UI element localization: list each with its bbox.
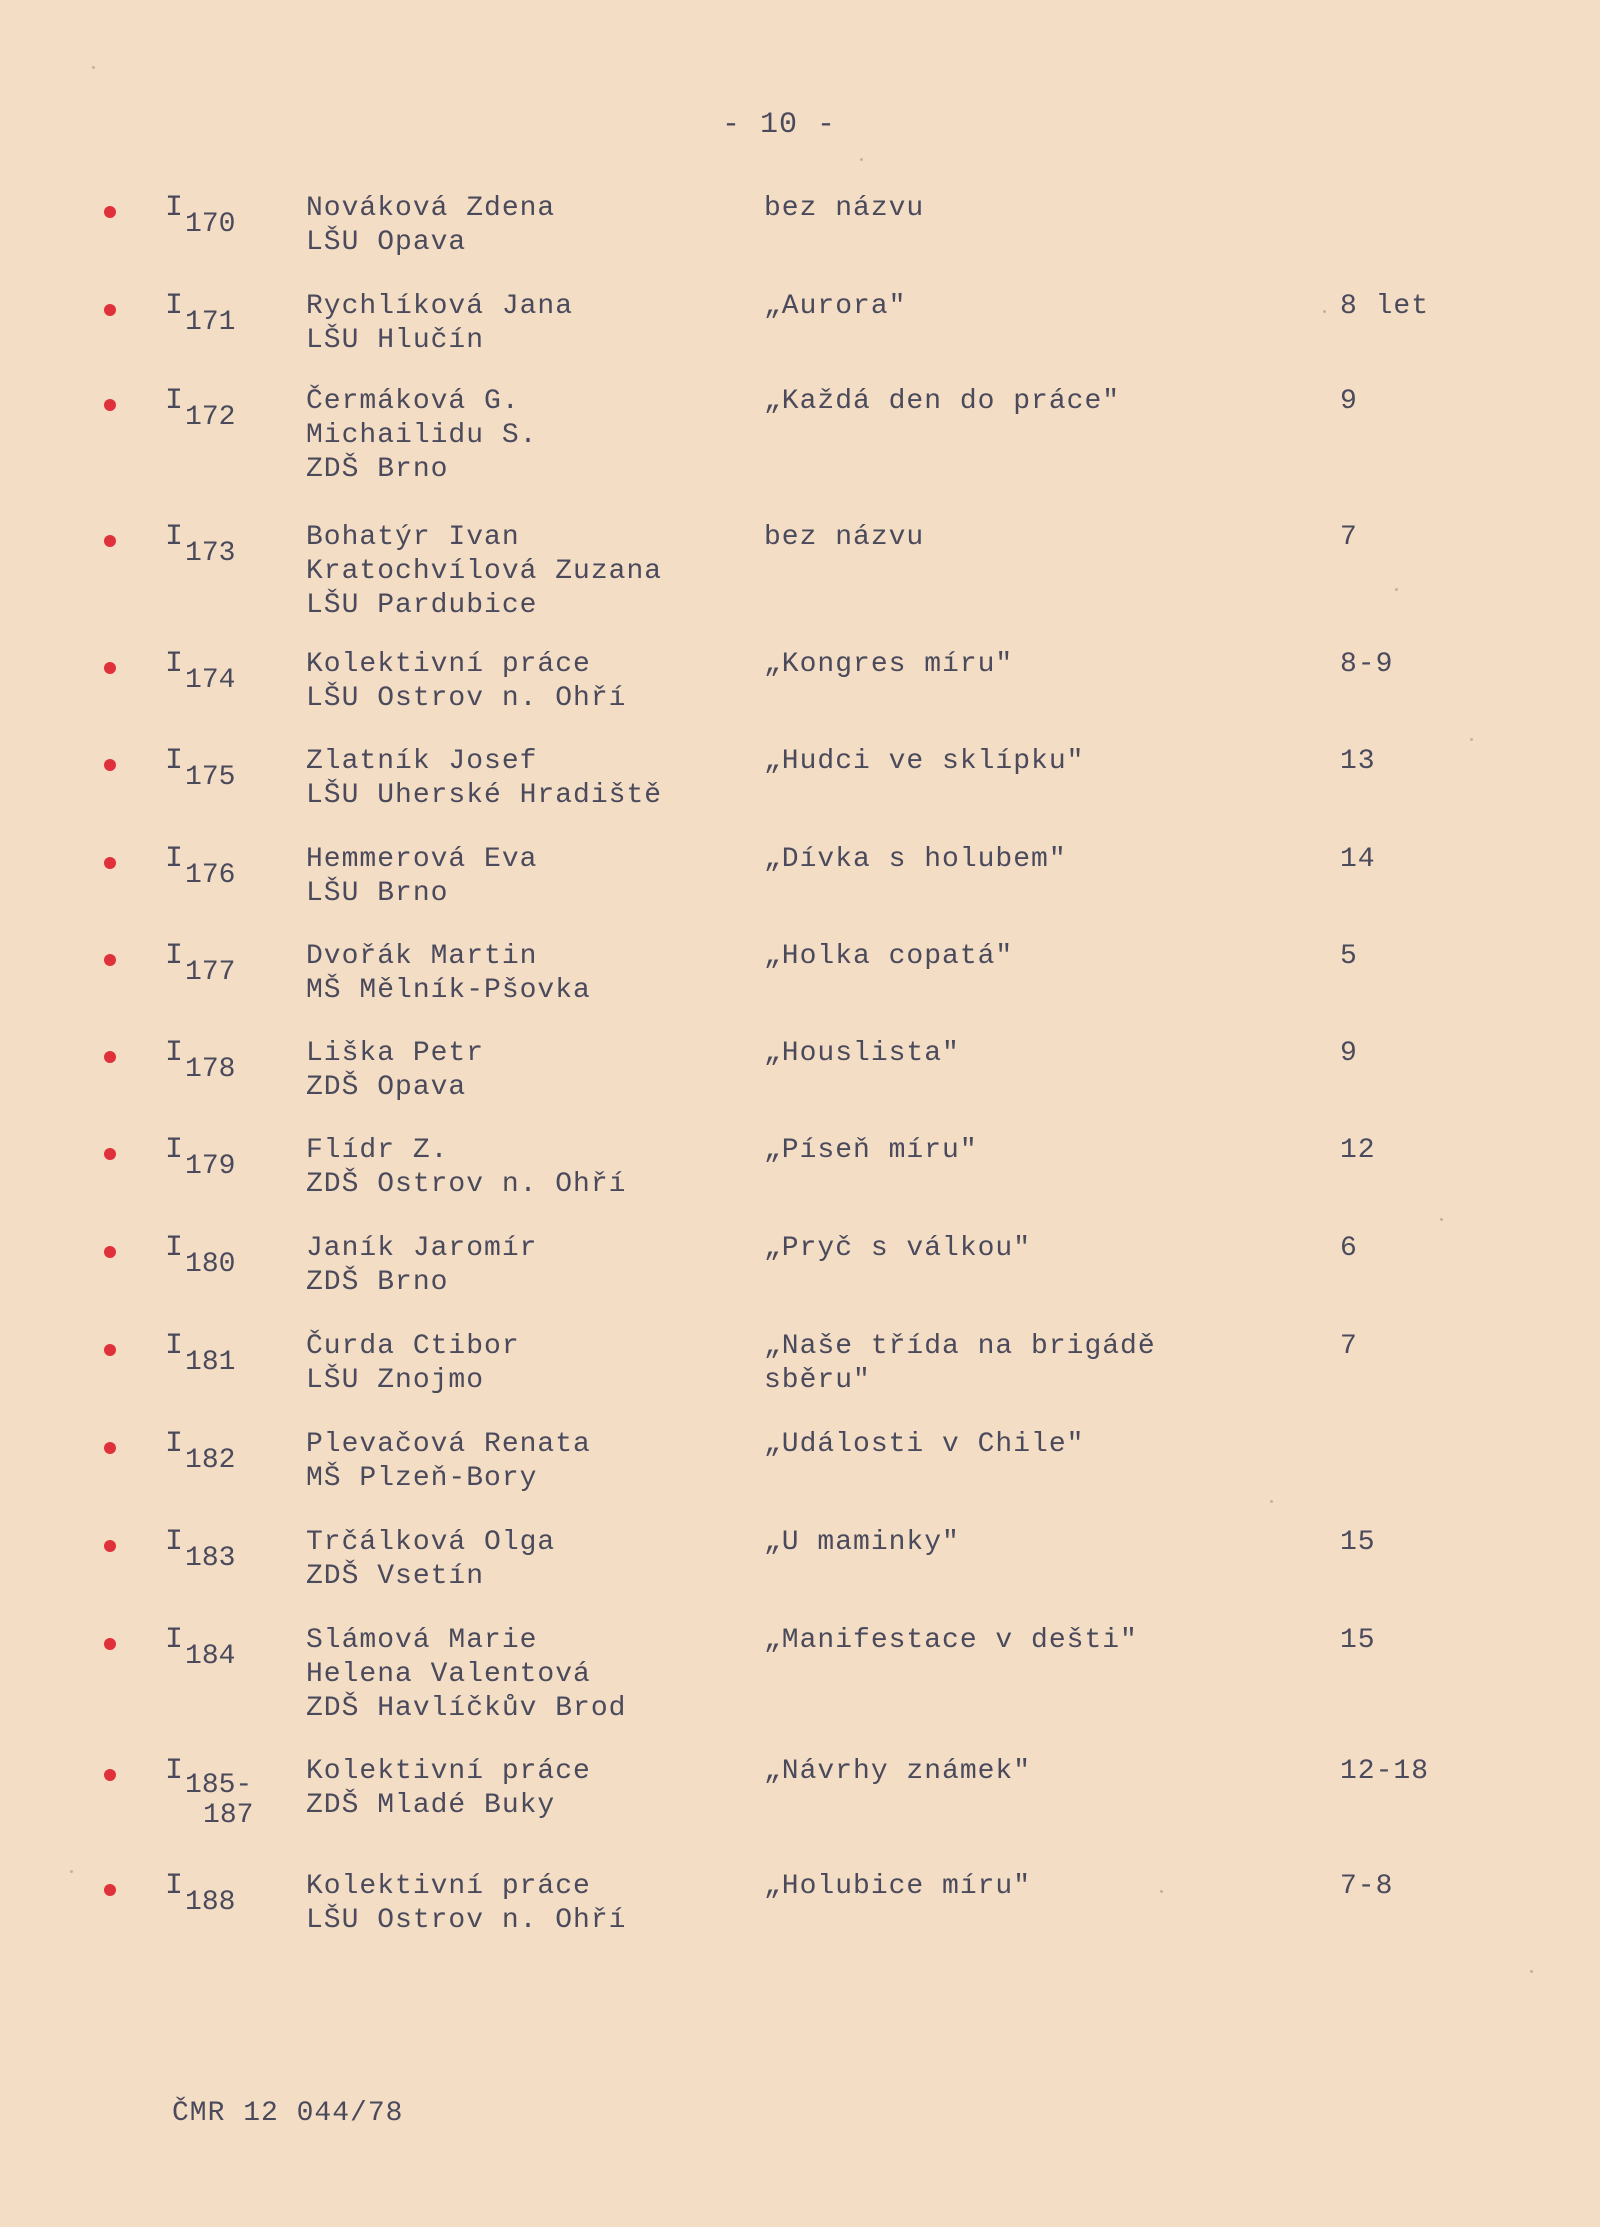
entry-title: bez názvu	[764, 522, 925, 553]
red-marker-dot	[104, 535, 116, 547]
entry-code-letter: I	[165, 1525, 184, 1559]
red-marker-dot	[104, 399, 116, 411]
entry-code-letter: I	[165, 289, 184, 323]
entry-title: „Události v Chile"	[764, 1429, 1085, 1460]
entry-code-number: 178	[185, 1054, 236, 1085]
author-line: Čermáková G.	[306, 386, 520, 417]
author-line: ZDŠ Ostrov n. Ohří	[306, 1169, 627, 1200]
paper-speck	[1530, 1970, 1533, 1973]
paper-speck	[1440, 1218, 1443, 1221]
entry-title: „Naše třída na brigádě sběru"	[764, 1331, 1156, 1396]
entry-age: 14	[1340, 844, 1376, 875]
entry-title: „U maminky"	[764, 1527, 960, 1558]
paper-speck	[1395, 588, 1398, 591]
entry-age: 15	[1340, 1625, 1376, 1656]
entry-code-letter: I	[165, 1329, 184, 1363]
entry-code-letter: I	[165, 1036, 184, 1070]
author-line: Liška Petr	[306, 1038, 485, 1069]
author-line: MŠ Plzeň-Bory	[306, 1463, 538, 1494]
entry-code-number: 183	[185, 1543, 236, 1574]
entry-code	[165, 289, 236, 338]
entry-code-number: 173	[185, 538, 236, 569]
entry-code-letter: I	[165, 1869, 184, 1903]
author-line: Kolektivní práce	[306, 1756, 591, 1787]
entry-code-letter: I	[165, 1754, 184, 1788]
author-line: Čurda Ctibor	[306, 1331, 520, 1362]
paper-speck	[1470, 738, 1473, 741]
entry-code-number: 188	[185, 1887, 236, 1918]
author-line: ZDŠ Opava	[306, 1072, 467, 1103]
entry-code-number: 179	[185, 1151, 236, 1182]
paper-speck	[1323, 310, 1326, 313]
author-line: LŠU Opava	[306, 227, 467, 258]
entry-title: „Návrhy známek"	[764, 1756, 1032, 1787]
entry-title: „Aurora"	[764, 291, 907, 322]
author-line: Nováková Zdena	[306, 193, 556, 224]
entry-title: „Kongres míru"	[764, 649, 1014, 680]
entry-code	[165, 1525, 236, 1574]
author-line: Rychlíková Jana	[306, 291, 574, 322]
red-marker-dot	[104, 1148, 116, 1160]
author-line: ZDŠ Mladé Buky	[306, 1790, 556, 1821]
red-marker-dot	[104, 1769, 116, 1781]
entry-code-number: 182	[185, 1445, 236, 1476]
entry-age: 7	[1340, 1331, 1358, 1362]
entry-code-letter: I	[165, 1623, 184, 1657]
entry-code	[165, 1869, 236, 1918]
entry-code	[165, 520, 236, 569]
author-line: LŠU Uherské Hradiště	[306, 780, 663, 811]
entry-code	[165, 842, 236, 891]
entry-code-letter: I	[165, 939, 184, 973]
entry-code-letter: I	[165, 744, 184, 778]
entry-code-number: 177	[185, 957, 236, 988]
entry-age: 7	[1340, 522, 1358, 553]
author-line: LŠU Brno	[306, 878, 449, 909]
entry-age: 9	[1340, 386, 1358, 417]
entry-code	[165, 744, 236, 793]
author-line: Trčálková Olga	[306, 1527, 556, 1558]
entry-code	[165, 1329, 236, 1378]
red-marker-dot	[104, 206, 116, 218]
red-marker-dot	[104, 1246, 116, 1258]
paper-speck	[70, 1870, 73, 1873]
entry-code-letter: I	[165, 384, 184, 418]
entry-code-number: 185- 187	[185, 1770, 254, 1831]
author-line: Slámová Marie	[306, 1625, 538, 1656]
author-line: ZDŠ Brno	[306, 1267, 449, 1298]
entry-author	[306, 385, 537, 487]
footer-catalog-number: ČMR 12 044/78	[172, 2098, 404, 2129]
entry-author	[306, 1134, 626, 1202]
paper-speck	[1270, 1500, 1273, 1503]
entry-age: 5	[1340, 941, 1358, 972]
entry-author	[306, 1755, 591, 1823]
entry-code-number: 174	[185, 665, 236, 696]
entry-code	[165, 1427, 236, 1476]
red-marker-dot	[104, 1540, 116, 1552]
entry-code	[165, 1133, 236, 1182]
entry-code-number: 184	[185, 1641, 236, 1672]
entry-code	[165, 191, 236, 240]
entry-title: „Holubice míru"	[764, 1871, 1032, 1902]
entry-code	[165, 1623, 236, 1672]
author-line: Hemmerová Eva	[306, 844, 538, 875]
author-line: Kolektivní práce	[306, 1871, 591, 1902]
entry-code-number: 170	[185, 209, 236, 240]
entry-author	[306, 192, 555, 260]
red-marker-dot	[104, 1442, 116, 1454]
author-line: MŠ Mělník-Pšovka	[306, 975, 591, 1006]
entry-code-number: 181	[185, 1347, 236, 1378]
entry-code	[165, 1754, 254, 1831]
entry-age: 12	[1340, 1135, 1376, 1166]
entry-author	[306, 1232, 537, 1300]
entry-title: „Manifestace v dešti"	[764, 1625, 1138, 1656]
entry-code	[165, 1231, 236, 1280]
entry-title: „Hudci ve sklípku"	[764, 746, 1085, 777]
entry-title: „Píseň míru"	[764, 1135, 978, 1166]
page-number: - 10 -	[722, 108, 837, 142]
entry-age: 8-9	[1340, 649, 1394, 680]
entry-author	[306, 1428, 591, 1496]
entry-age: 6	[1340, 1233, 1358, 1264]
red-marker-dot	[104, 1638, 116, 1650]
entry-code-number: 176	[185, 860, 236, 891]
entry-code-letter: I	[165, 191, 184, 225]
entry-code-letter: I	[165, 647, 184, 681]
entry-author	[306, 843, 537, 911]
author-line: Kratochvílová Zuzana	[306, 556, 663, 587]
entry-age: 15	[1340, 1527, 1376, 1558]
entry-title: „Dívka s holubem"	[764, 844, 1067, 875]
author-line: ZDŠ Vsetín	[306, 1561, 485, 1592]
entry-code	[165, 647, 236, 696]
entry-code-number: 180	[185, 1249, 236, 1280]
entry-author	[306, 745, 662, 813]
red-marker-dot	[104, 1884, 116, 1896]
author-line: Flídr Z.	[306, 1135, 449, 1166]
author-line: LŠU Znojmo	[306, 1365, 485, 1396]
author-line: ZDŠ Brno	[306, 454, 449, 485]
entry-code-letter: I	[165, 842, 184, 876]
author-line: Bohatýr Ivan	[306, 522, 520, 553]
author-line: Zlatník Josef	[306, 746, 538, 777]
entry-code	[165, 1036, 236, 1085]
entry-code	[165, 939, 236, 988]
entry-author	[306, 1330, 520, 1398]
entry-author	[306, 1870, 626, 1938]
entry-code-number: 172	[185, 402, 236, 433]
author-line: Dvořák Martin	[306, 941, 538, 972]
entry-code-letter: I	[165, 520, 184, 554]
entry-age: 8 let	[1340, 291, 1430, 322]
entry-code-number: 175	[185, 762, 236, 793]
entry-code-number: 171	[185, 307, 236, 338]
entry-author	[306, 1526, 555, 1594]
entry-title: „Každá den do práce"	[764, 386, 1121, 417]
red-marker-dot	[104, 1051, 116, 1063]
author-line: LŠU Pardubice	[306, 590, 538, 621]
entry-author	[306, 290, 573, 358]
red-marker-dot	[104, 954, 116, 966]
entry-code	[165, 384, 236, 433]
entry-title: „Pryč s válkou"	[764, 1233, 1032, 1264]
entry-code-letter: I	[165, 1231, 184, 1265]
author-line: LŠU Ostrov n. Ohří	[306, 683, 627, 714]
red-marker-dot	[104, 662, 116, 674]
entry-author	[306, 1624, 626, 1726]
entry-author	[306, 1037, 484, 1105]
entry-title: „Houslista"	[764, 1038, 960, 1069]
red-marker-dot	[104, 857, 116, 869]
author-line: Janík Jaromír	[306, 1233, 538, 1264]
author-line: ZDŠ Havlíčkův Brod	[306, 1693, 627, 1724]
entry-age: 7-8	[1340, 1871, 1394, 1902]
author-line: Michailidu S.	[306, 420, 538, 451]
entry-age: 13	[1340, 746, 1376, 777]
entry-code-letter: I	[165, 1427, 184, 1461]
red-marker-dot	[104, 304, 116, 316]
author-line: Helena Valentová	[306, 1659, 591, 1690]
author-line: LŠU Ostrov n. Ohří	[306, 1905, 627, 1936]
entry-author	[306, 648, 626, 716]
entry-title: „Holka copatá"	[764, 941, 1014, 972]
entry-author	[306, 940, 591, 1008]
entry-author	[306, 521, 662, 623]
author-line: LŠU Hlučín	[306, 325, 485, 356]
entry-title: bez názvu	[764, 193, 925, 224]
entry-code-letter: I	[165, 1133, 184, 1167]
red-marker-dot	[104, 1344, 116, 1356]
author-line: Kolektivní práce	[306, 649, 591, 680]
red-marker-dot	[104, 759, 116, 771]
paper-speck	[860, 158, 863, 161]
entry-age: 9	[1340, 1038, 1358, 1069]
author-line: Plevačová Renata	[306, 1429, 591, 1460]
paper-speck	[92, 66, 95, 69]
paper-speck	[1160, 1890, 1163, 1893]
entry-age: 12-18	[1340, 1756, 1430, 1787]
